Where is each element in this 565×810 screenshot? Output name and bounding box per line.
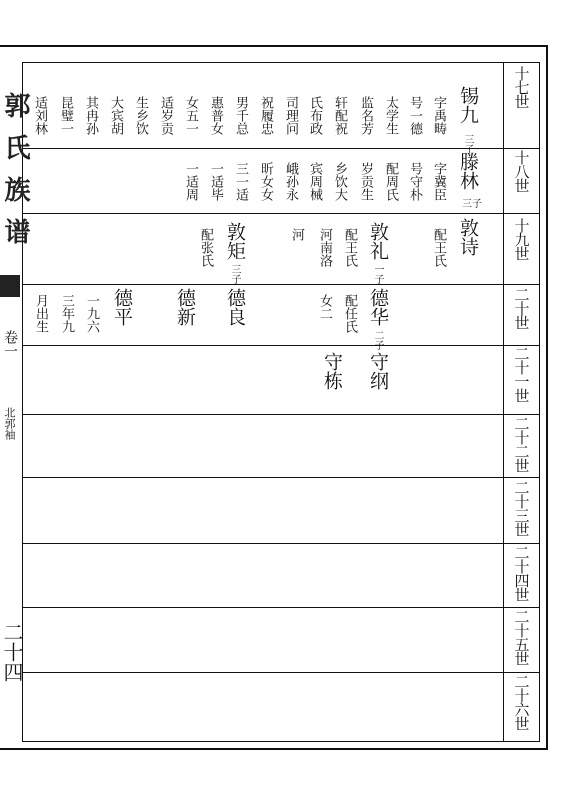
gen18-bio-col: 号守朴	[407, 162, 422, 201]
row-divider	[22, 213, 540, 214]
gen19-note: 配王氏	[431, 228, 446, 267]
gen-label-20: 二十世	[512, 287, 531, 329]
gen18-bio-col: 字冀臣	[431, 162, 446, 201]
gen20-note: 一九六	[84, 294, 99, 333]
gen17-bio-col: 司理问	[283, 96, 298, 135]
gen19-rank: 三子	[229, 264, 240, 284]
gen-label-25: 二十五世	[512, 609, 531, 665]
gen19-name-dunshi: 敦诗	[457, 218, 479, 256]
gen17-bio-col: 惠普女	[208, 96, 223, 135]
gen-label-18: 十八世	[512, 150, 531, 192]
gen18-rank: 三子	[462, 199, 482, 210]
gen-label-23: 二十三世	[512, 480, 531, 536]
gen17-bio-col: 大宾胡	[108, 96, 123, 135]
gen18-bio-col: 一适周	[183, 162, 198, 201]
gen21-name-shoudong: 守栋	[321, 352, 343, 390]
row-divider	[22, 414, 540, 415]
book-spine-margin	[0, 62, 30, 742]
gen18-name: 滕林	[457, 152, 479, 190]
gen-label-22: 二十二世	[512, 416, 531, 472]
gen17-bio-col: 昆璧一	[58, 96, 73, 135]
gen20-note: 女二	[317, 294, 332, 320]
gen17-bio-col: 男千总	[233, 96, 248, 135]
gen19-note: 河南洛	[317, 228, 332, 267]
gen17-name: 锡九	[457, 86, 479, 124]
gen18-bio-col: 峨孙永	[283, 162, 298, 201]
spine-title: 郭氏族谱	[0, 92, 30, 260]
gen20-note: 三年九	[59, 294, 74, 333]
row-divider	[22, 607, 540, 608]
row-divider	[22, 345, 540, 346]
gen17-bio-col: 监名芳	[358, 96, 373, 135]
gen18-bio-col: 三一适	[233, 162, 248, 201]
gen19-name-dunju: 敦矩	[224, 222, 246, 260]
gen20-name-dexin: 德新	[174, 288, 196, 326]
spine-black-mark	[0, 275, 20, 297]
gen17-bio-col: 字禹畴	[431, 96, 446, 135]
gen17-bio-col: 轩配祝	[332, 96, 347, 135]
gen17-bio-col: 号一德	[407, 96, 422, 135]
gen19-note: 配王氏	[342, 228, 357, 267]
row-divider	[22, 543, 540, 544]
gen20-note: 月出生	[33, 294, 48, 333]
gen18-bio-col: 宾周械	[307, 162, 322, 201]
gen20-name-dehua: 德华	[367, 288, 389, 326]
gen19-name-dunli: 敦礼	[367, 222, 389, 260]
row-divider	[22, 672, 540, 673]
gen-label-17: 十七世	[512, 66, 531, 108]
gen18-bio-col: 岁贡生	[358, 162, 373, 201]
gen19-note: 河	[289, 228, 304, 241]
gen20-name-deliang: 德良	[224, 288, 246, 326]
gen20-rank: 二子	[372, 330, 383, 350]
gen18-bio-col: 乡饮大	[332, 162, 347, 201]
gen17-bio-col: 适刘林	[32, 96, 47, 135]
spine-branch: 北郭袖	[3, 407, 16, 440]
spine-page-number: 二十四	[0, 622, 24, 682]
gen17-bio-col: 氏布政	[307, 96, 322, 135]
gen17-bio-col: 适岁贡	[158, 96, 173, 135]
gen17-bio-col: 太学生	[383, 96, 398, 135]
gen-label-21: 二十一世	[512, 346, 531, 402]
gen18-bio-col: 一适毕	[208, 162, 223, 201]
gen19-rank: 一子	[372, 264, 383, 284]
gen-label-26: 二十六世	[512, 674, 531, 730]
gen19-note: 配张氏	[198, 228, 213, 267]
row-divider	[22, 284, 540, 285]
gen18-bio-col: 配周氏	[383, 162, 398, 201]
gen20-note: 配任氏	[342, 294, 357, 333]
gen20-name-deping: 德平	[111, 288, 133, 326]
gen18-bio-col: 昕女女	[258, 162, 273, 201]
gen-label-24: 二十四世	[512, 545, 531, 601]
gen17-bio-col: 生乡饮	[133, 96, 148, 135]
gen21-name-shougang: 守纲	[367, 352, 389, 390]
gen17-bio-col: 祝履忠	[258, 96, 273, 135]
gen-label-19: 十九世	[512, 218, 531, 260]
gen17-bio-col: 其冉孙	[83, 96, 98, 135]
gen17-bio-col: 女五一	[183, 96, 198, 135]
gen17-rank: 三子	[462, 134, 473, 154]
spine-volume: 卷一	[2, 330, 18, 358]
row-divider	[22, 477, 540, 478]
